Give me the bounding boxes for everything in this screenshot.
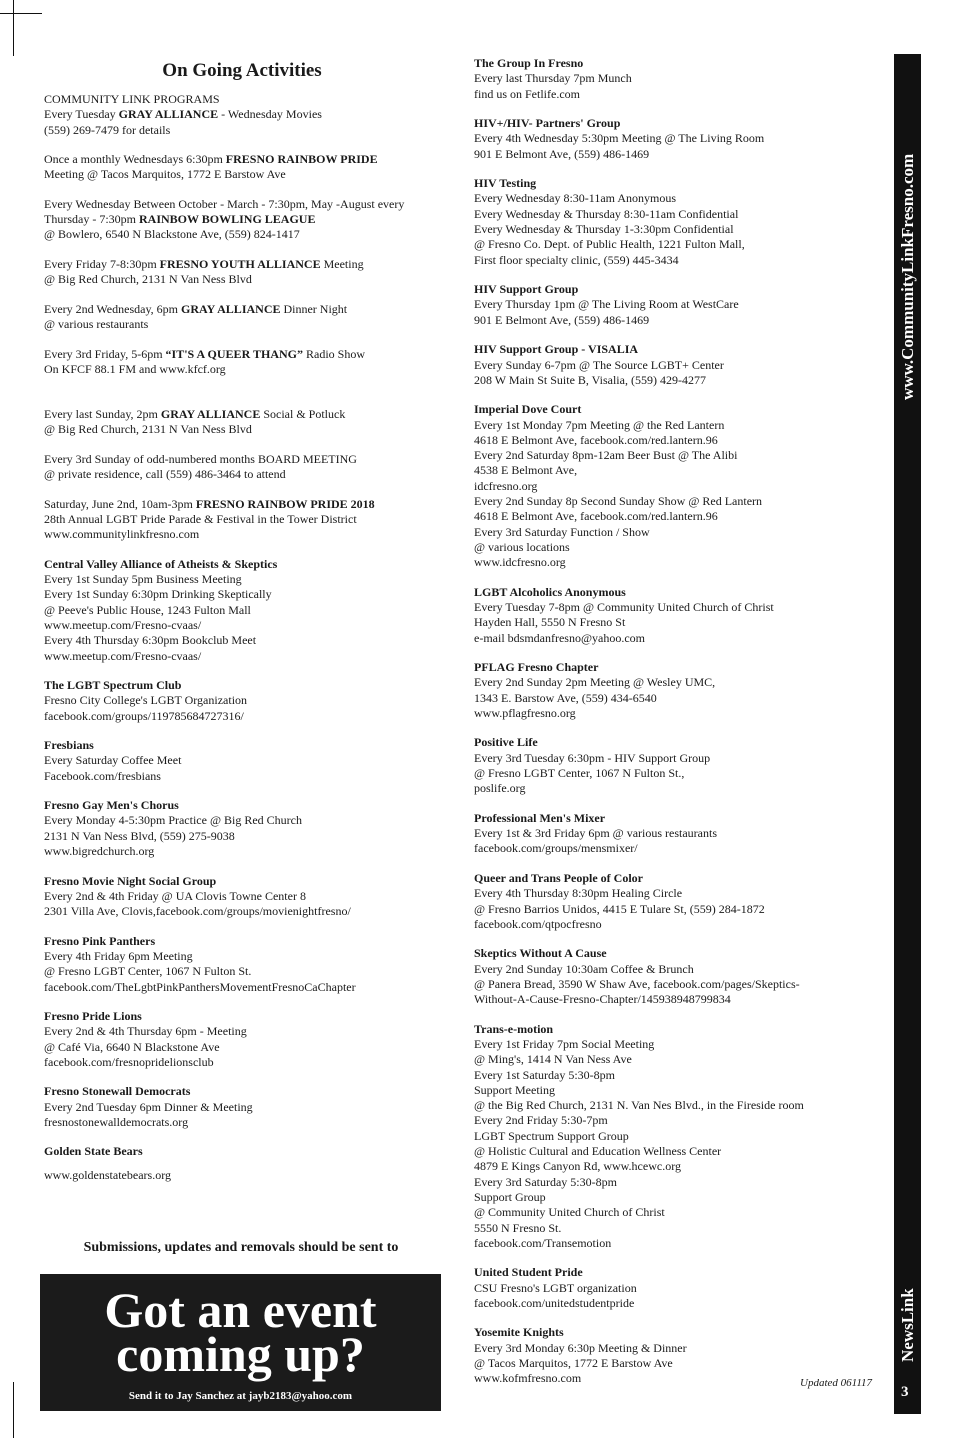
listing-line: COMMUNITY LINK PROGRAMS [44,92,220,106]
listing-line: Once a monthly Wednesdays 6:30pm FRESNO RAINBOW PRIDE [44,152,378,167]
listing-line: Every Wednesday 8:30-11am Anonymous [474,191,677,206]
listing-line: Every 2nd & 4th Thursday 6pm - Meeting [44,1024,247,1039]
listing-entry [474,1265,874,1311]
listing-entry [44,738,444,784]
listing-name: Central Valley Alliance of Atheists & Skeptics [44,556,278,571]
listing-entry [44,347,444,378]
listing-entry [474,585,874,646]
listing-line: Support Meeting [474,1082,555,1097]
listing-line: 4538 E Belmont Ave, [474,463,578,478]
listing-line: @ Panera Bread, 3590 W Shaw Ave, facebook.com/pages/Skeptics- [474,976,800,991]
listing-name: Queer and Trans People of Color [474,870,643,885]
listing-line: Every Wednesday Between October - March - 7:30pm, May -August every [44,196,405,211]
listing-line: Every last Thursday 7pm Munch [474,71,632,86]
listing-entry [44,1144,444,1183]
listing-line: @ Holistic Cultural and Education Wellness Center [474,1144,722,1159]
listing-entry [44,452,444,483]
listing-line: 2301 Villa Ave, Clovis,facebook.com/groups/movienightfresno/ [44,904,351,919]
listing-line: Every 4th Thursday 8:30pm Healing Circle [474,886,683,901]
listing-name: The Group In Fresno [474,56,584,70]
listing-line: Every 2nd & 4th Friday @ UA Clovis Towne Center 8 [44,888,306,903]
listing-line: Every 2nd Sunday 10:30am Coffee & Brunch [474,961,694,976]
listing-line: @ various locations [474,539,570,554]
listing-entry [44,497,444,543]
listing-line: Every 2nd Sunday 2pm Meeting @ Wesley UMC, [474,675,716,690]
listing-line: Every 3rd Friday, 5-6pm “IT'S A QUEER THANG” Radio Show [44,346,366,361]
listing-name: Fresno Gay Men's Chorus [44,798,179,813]
listing-line: Every 1st Sunday 5pm Business Meeting [44,572,242,587]
listing-entry [474,116,874,162]
listing-name: HIV Support Group - VISALIA [474,342,639,357]
page-number: 3 [901,1384,909,1400]
listing-entry [474,282,874,328]
updated-note: Updated 061117 [800,1377,872,1389]
listing-line: Every 3rd Monday 6:30p Meeting & Dinner [474,1340,687,1355]
listing-line: On KFCF 88.1 FM and www.kfcf.org [44,361,226,376]
listing-line: find us on Fetlife.com [474,86,580,101]
listing-line: LGBT Spectrum Support Group [474,1128,629,1143]
listing-line: Hayden Hall, 5550 N Fresno St [474,615,626,630]
listing-line: Every 3rd Saturday Function / Show [474,524,650,539]
listing-name: HIV+/HIV- Partners' Group [474,116,621,131]
listing-name: The LGBT Spectrum Club [44,678,182,692]
listing-name: Positive Life [474,735,538,750]
listing-entry [474,176,874,268]
page-title: On Going Activities [162,60,322,81]
listing-name: LGBT Alcoholics Anonymous [474,584,626,599]
listing-entry [44,1009,444,1070]
listing-line: @ Fresno Barrios Unidos, 4415 E Tulare St, (559) 284-1872 [474,901,765,916]
ad-headline-1: Got an event [104,1282,377,1338]
listing-line: www.pflagfresno.org [474,706,576,720]
listing-line: Every 3rd Sunday of odd-numbered months BOARD MEETING [44,451,357,466]
listing-entry [44,92,444,138]
listing-line: First floor specialty clinic, (559) 445-3434 [474,252,679,267]
listing-line: 901 E Belmont Ave, (559) 486-1469 [474,312,650,327]
listing-line: 901 E Belmont Ave, (559) 486-1469 [474,146,650,161]
listing-line: Every 1st & 3rd Friday 6pm @ various restaurants [474,826,718,841]
listing-name: Yosemite Knights [474,1325,564,1340]
listing-line: facebook.com/Transemotion [474,1235,612,1250]
listing-line: www.communitylinkfresno.com [44,527,200,542]
listing-line: Every 4th Wednesday 5:30pm Meeting @ The Living Room [474,131,765,146]
listing-line: Every 2nd Tuesday 6pm Dinner & Meeting [44,1099,253,1114]
listing-name: Fresno Pride Lions [44,1008,142,1023]
ad-headline-2: coming up? [116,1326,365,1382]
listing-line: Fresno City College's LGBT Organization [44,693,248,708]
sidebar-bar [894,54,921,1414]
listing-line: Every 1st Saturday 5:30-8pm [474,1067,615,1082]
listing-line: Meeting @ Tacos Marquitos, 1772 E Barstow Ave [44,167,286,182]
listing-line: @ Fresno LGBT Center, 1067 N Fulton St. [44,964,252,979]
listing-name: Fresbians [44,738,94,753]
sidebar-website: www.CommunityLinkFresno.com [898,153,917,400]
listing-line: Every Thursday 1pm @ The Living Room at WestCare [474,297,739,312]
listing-line: facebook.com/groups/119785684727316/ [44,708,244,723]
listing-line: Every 1st Monday 7pm Meeting @ the Red Lantern [474,417,725,432]
listing-line: @ Community United Church of Christ [474,1205,665,1220]
listing-name: Trans-e-motion [474,1021,554,1036]
listing-line: Without-A-Cause-Fresno-Chapter/145938948799834 [474,992,731,1007]
listing-entry [44,257,444,288]
listing-line: @ the Big Red Church, 2131 N. Van Nes Blvd., in the Fireside room [474,1098,804,1113]
listing-line: Every Tuesday 7-8pm @ Community United Church of Christ [474,600,774,615]
listing-entry [44,678,444,724]
listing-entry [474,871,874,932]
listing-entry [474,342,874,388]
listing-line: @ Fresno Co. Dept. of Public Health, 1221 Fulton Mall, [474,237,745,252]
submissions-note: Submissions, updates and removals should be sent to [83,1240,399,1255]
listing-line: @ Tacos Marquitos, 1772 E Barstow Ave [474,1356,673,1370]
listing-line: e-mail bdsmdanfresno@yahoo.com [474,630,646,645]
listing-line: Every last Sunday, 2pm GRAY ALLIANCE Social & Potluck [44,407,346,422]
crop-mark [0,13,42,14]
listing-entry [474,56,874,102]
listing-line: facebook.com/qtpocfresno [474,916,602,931]
sidebar-publication: NewsLink [898,1288,917,1362]
listing-line: Every Saturday Coffee Meet [44,753,182,768]
listing-entry [474,660,874,721]
listing-line: Saturday, June 2nd, 10am-3pm FRESNO RAINBOW PRIDE 2018 [44,496,375,511]
listing-line: Every Wednesday & Thursday 8:30-11am Confidential [474,206,739,221]
crop-mark [13,0,14,56]
listing-entry [44,934,444,995]
listing-line: Every 4th Thursday 6:30pm Bookclub Meet [44,633,257,648]
listing-line: 1343 E. Barstow Ave, (559) 434-6540 [474,690,657,705]
listing-line: Every Friday 7-8:30pm FRESNO YOUTH ALLIANCE Meeting [44,256,364,271]
listing-line: 208 W Main St Suite B, Visalia, (559) 429-4277 [474,372,706,387]
listing-line: www.goldenstatebears.org [44,1167,171,1182]
listing-entry [44,152,444,183]
listing-name: Fresno Stonewall Democrats [44,1084,191,1099]
listing-line: @ Fresno LGBT Center, 1067 N Fulton St., [474,766,685,781]
listing-line: www.meetup.com/Fresno-cvaas/ [44,648,202,663]
listing-line: 5550 N Fresno St. [474,1220,562,1235]
listing-line: Every 3rd Tuesday 6:30pm - HIV Support Group [474,750,711,765]
listing-line: facebook.com/TheLgbtPinkPanthersMovementFresnoCaChapter [44,979,356,994]
listing-line: idcfresno.org [474,478,538,493]
left-column [44,56,444,1197]
listing-name: Imperial Dove Court [474,402,582,417]
listing-line: Every 3rd Saturday 5:30-8pm [474,1174,617,1189]
listing-line: Support Group [474,1189,546,1204]
listing-entry [474,1022,874,1251]
listing-entry [44,874,444,920]
listing-entry [44,302,444,333]
listing-line: Every Sunday 6-7pm @ The Source LGBT+ Center [474,357,724,372]
listing-line: Every 2nd Friday 5:30-7pm [474,1113,608,1128]
listing-line: www.bigredchurch.org [44,844,155,859]
listing-line: @ Ming's, 1414 N Van Ness Ave [474,1052,632,1067]
listing-line: 4618 E Belmont Ave, facebook.com/red.lantern.96 [474,509,718,524]
listing-line: facebook.com/fresnopridelionsclub [44,1054,214,1069]
listing-name: Professional Men's Mixer [474,810,606,825]
listing-line: Every 2nd Saturday 8pm-12am Beer Bust @ The Alibi [474,448,738,463]
listing-name: HIV Testing [474,176,537,191]
listing-entry [474,402,874,570]
listing-line: Every Monday 4-5:30pm Practice @ Big Red Church [44,813,302,828]
listing-line: Every Wednesday & Thursday 1-3:30pm Confidential [474,222,734,237]
listing-line: www.idcfresno.org [474,555,566,570]
listing-line: Facebook.com/fresbians [44,768,161,783]
listing-line: Every 2nd Wednesday, 6pm GRAY ALLIANCE Dinner Night [44,301,348,316]
listing-line: fresnostonewalldemocrats.org [44,1114,189,1129]
listing-line: Every 1st Friday 7pm Social Meeting [474,1036,655,1051]
listing-name: Golden State Bears [44,1144,143,1159]
listing-line: 4879 E Kings Canyon Rd, www.hcewc.org [474,1159,681,1174]
listing-entry [44,1084,444,1130]
listing-line: www.meetup.com/Fresno-cvaas/ [44,617,202,632]
listing-line: @ private residence, call (559) 486-3464 to attend [44,467,286,482]
listing-line: @ Big Red Church, 2131 N Van Ness Blvd [44,272,252,287]
listing-entry [474,811,874,857]
listing-entry [44,557,444,664]
listing-line: 2131 N Van Ness Blvd, (559) 275-9038 [44,828,235,843]
listing-entry [44,798,444,859]
event-ad [40,1274,441,1411]
right-column [474,56,874,1401]
listing-line: @ Bowlero, 6540 N Blackstone Ave, (559) 824-1417 [44,227,300,242]
listing-line: CSU Fresno's LGBT organization [474,1280,637,1295]
listing-line: facebook.com/groups/mensmixer/ [474,841,638,856]
listing-name: United Student Pride [474,1265,583,1280]
listing-name: PFLAG Fresno Chapter [474,660,599,675]
listing-line: 4618 E Belmont Ave, facebook.com/red.lantern.96 [474,432,718,447]
listing-line: Thursday - 7:30pm RAINBOW BOWLING LEAGUE [44,212,316,227]
listing-line: @ Café Via, 6640 N Blackstone Ave [44,1039,220,1054]
listing-entry [44,407,444,438]
listing-name: Fresno Pink Panthers [44,933,156,948]
listing-line: 28th Annual LGBT Pride Parade & Festival in the Tower District [44,511,357,526]
listing-entry [474,735,874,796]
listing-line: Every 2nd Sunday 8p Second Sunday Show @ Red Lantern [474,494,763,509]
listing-line: Every 4th Friday 6pm Meeting [44,948,193,963]
listing-line: poslife.org [474,781,526,796]
listing-line: @ Peeve's Public House, 1243 Fulton Mall [44,602,251,617]
listing-line: @ various restaurants [44,317,149,332]
listing-line: facebook.com/unitedstudentpride [474,1295,635,1310]
listing-entry [44,197,444,243]
crop-mark [13,1382,14,1438]
listing-line: www.kofmfresno.com [474,1371,582,1386]
listing-line: Every 1st Sunday 6:30pm Drinking Skeptically [44,587,272,602]
ad-subline: Send it to Jay Sanchez at jayb2183@yahoo.com [128,1390,353,1402]
listing-line: Every Tuesday GRAY ALLIANCE - Wednesday Movies [44,107,322,122]
listing-name: Fresno Movie Night Social Group [44,873,217,888]
listing-name: Skeptics Without A Cause [474,946,607,961]
listing-entry [474,946,874,1007]
listing-line: @ Big Red Church, 2131 N Van Ness Blvd [44,422,252,437]
listing-name: HIV Support Group [474,282,579,297]
listing-line: (559) 269-7479 for details [44,122,171,137]
